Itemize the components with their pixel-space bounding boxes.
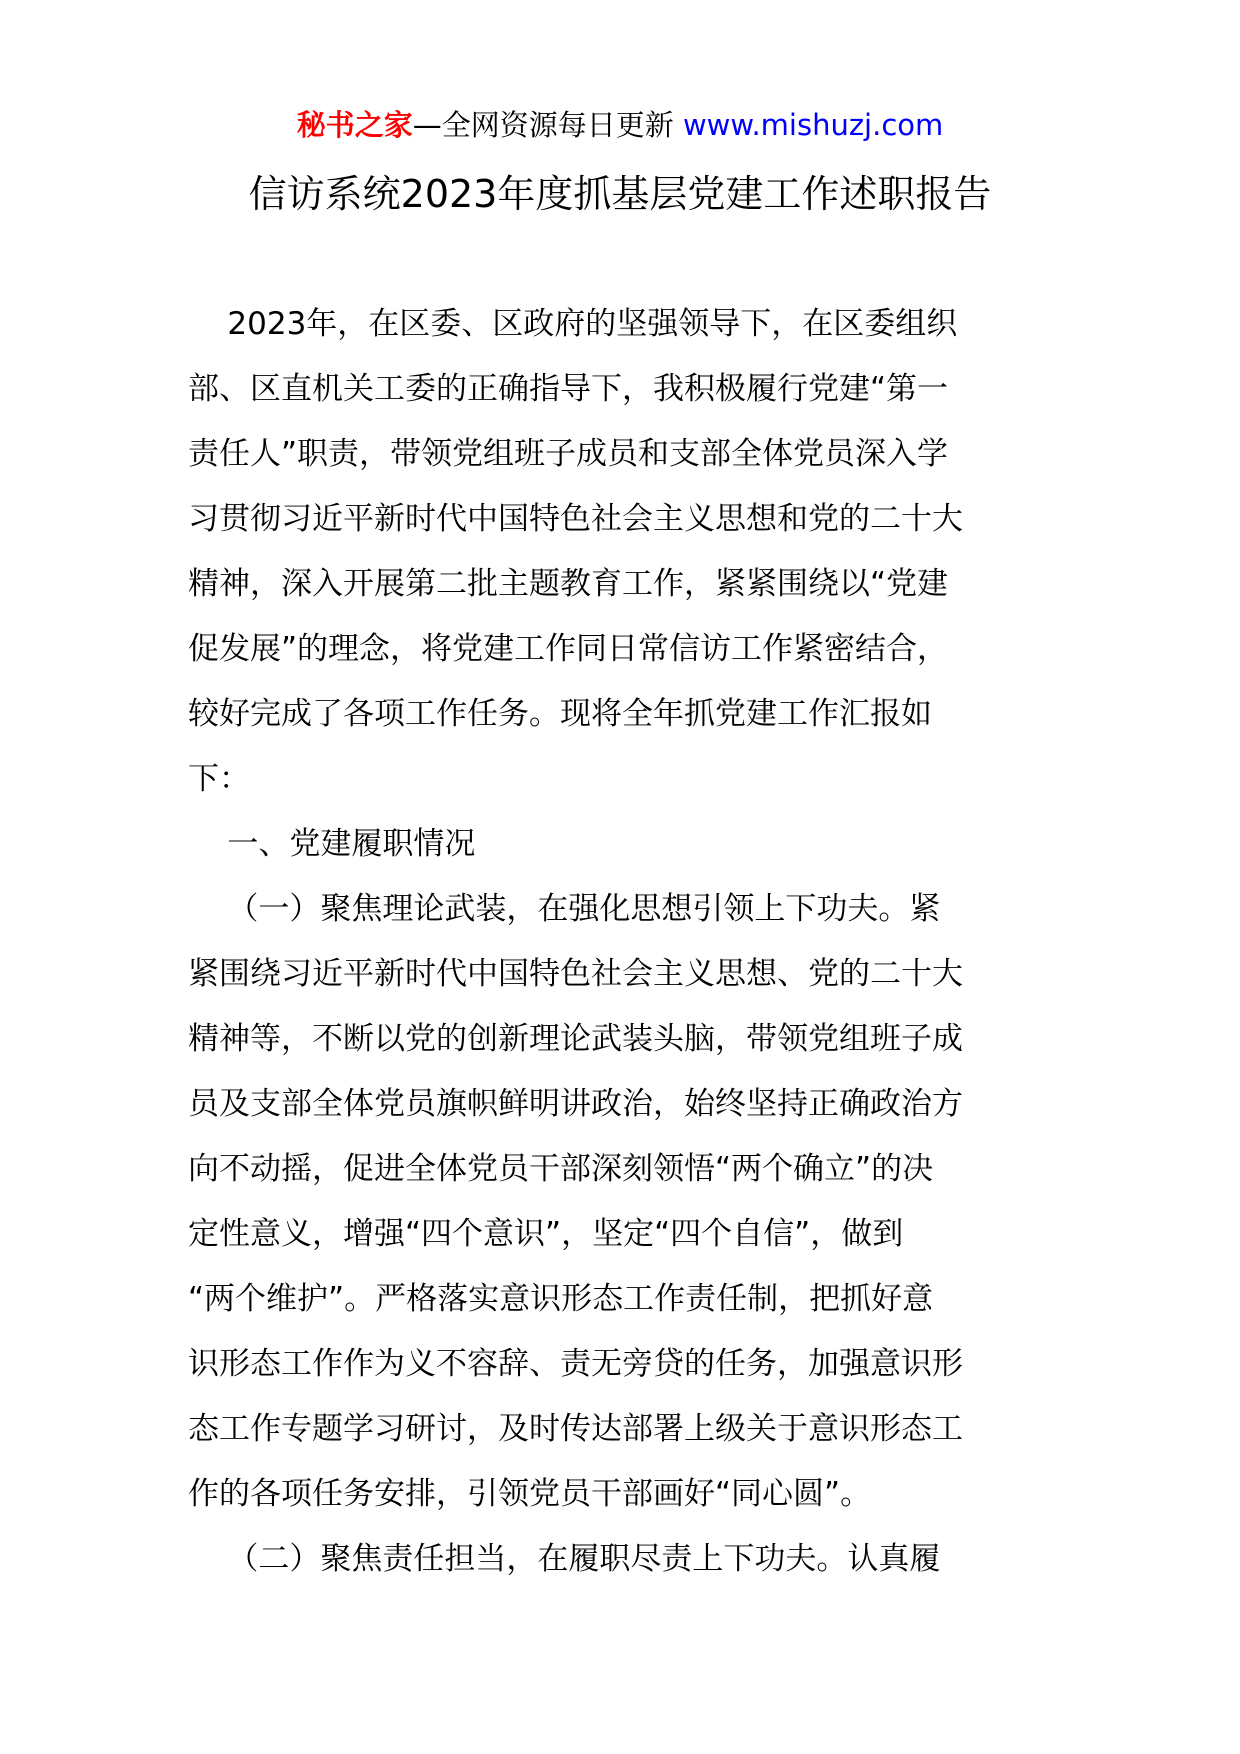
body-line: 部、区直机关工委的正确指导下，我积极履行党建“第一: [188, 371, 949, 407]
body-line: 习贯彻习近平新时代中国特色社会主义思想和党的二十大: [188, 501, 963, 537]
body-line: 较好完成了各项工作任务。现将全年抓党建工作汇报如: [188, 696, 932, 732]
body-line: 下：: [188, 761, 250, 797]
body-line: 精神等，不断以党的创新理论武装头脑，带领党组班子成: [188, 1021, 963, 1057]
body-line: 2023年，在区委、区政府的坚强领导下，在区委组织: [188, 306, 958, 342]
body-line: 责任人”职责，带领党组班子成员和支部全体党员深入学: [188, 436, 949, 472]
body-line: 态工作专题学习研讨，及时传达部署上级关于意识形态工: [188, 1411, 963, 1447]
body-line: 定性意义，增强“四个意识”，坚定“四个自信”，做到: [188, 1216, 904, 1252]
body-line: 向不动摇，促进全体党员干部深刻领悟“两个确立”的决: [188, 1151, 934, 1187]
site-header: [0, 105, 1240, 145]
body-line: 员及支部全体党员旗帜鲜明讲政治，始终坚持正确政治方: [188, 1086, 963, 1122]
body-line: 促发展”的理念，将党建工作同日常信访工作紧密结合，: [188, 631, 949, 667]
subsection-heading: （二）聚焦责任担当，在履职尽责上下功夫。认真履: [188, 1541, 941, 1577]
site-url-link[interactable]: www.mishuzj.com: [682, 108, 944, 142]
subsection-heading: （一）聚焦理论武装，在强化思想引领上下功夫。紧: [188, 891, 941, 927]
section-heading: 一、党建履职情况: [188, 826, 476, 862]
body-line: 识形态工作作为义不容辞、责无旁贷的任务，加强意识形: [188, 1346, 963, 1382]
body-line: 精神，深入开展第二批主题教育工作，紧紧围绕以“党建: [188, 566, 949, 602]
document-body: [188, 292, 1058, 1592]
brand-name: 秘书之家: [296, 108, 413, 142]
header-tagline: —全网资源每日更新: [412, 108, 674, 142]
body-line: “两个维护”。严格落实意识形态工作责任制，把抓好意: [188, 1281, 934, 1317]
body-line: 作的各项任务安排，引领党员干部画好“同心圆”。: [188, 1476, 872, 1512]
document-title: 信访系统2023年度抓基层党建工作述职报告: [248, 172, 992, 216]
body-line: 紧围绕习近平新时代中国特色社会主义思想、党的二十大: [188, 956, 963, 992]
